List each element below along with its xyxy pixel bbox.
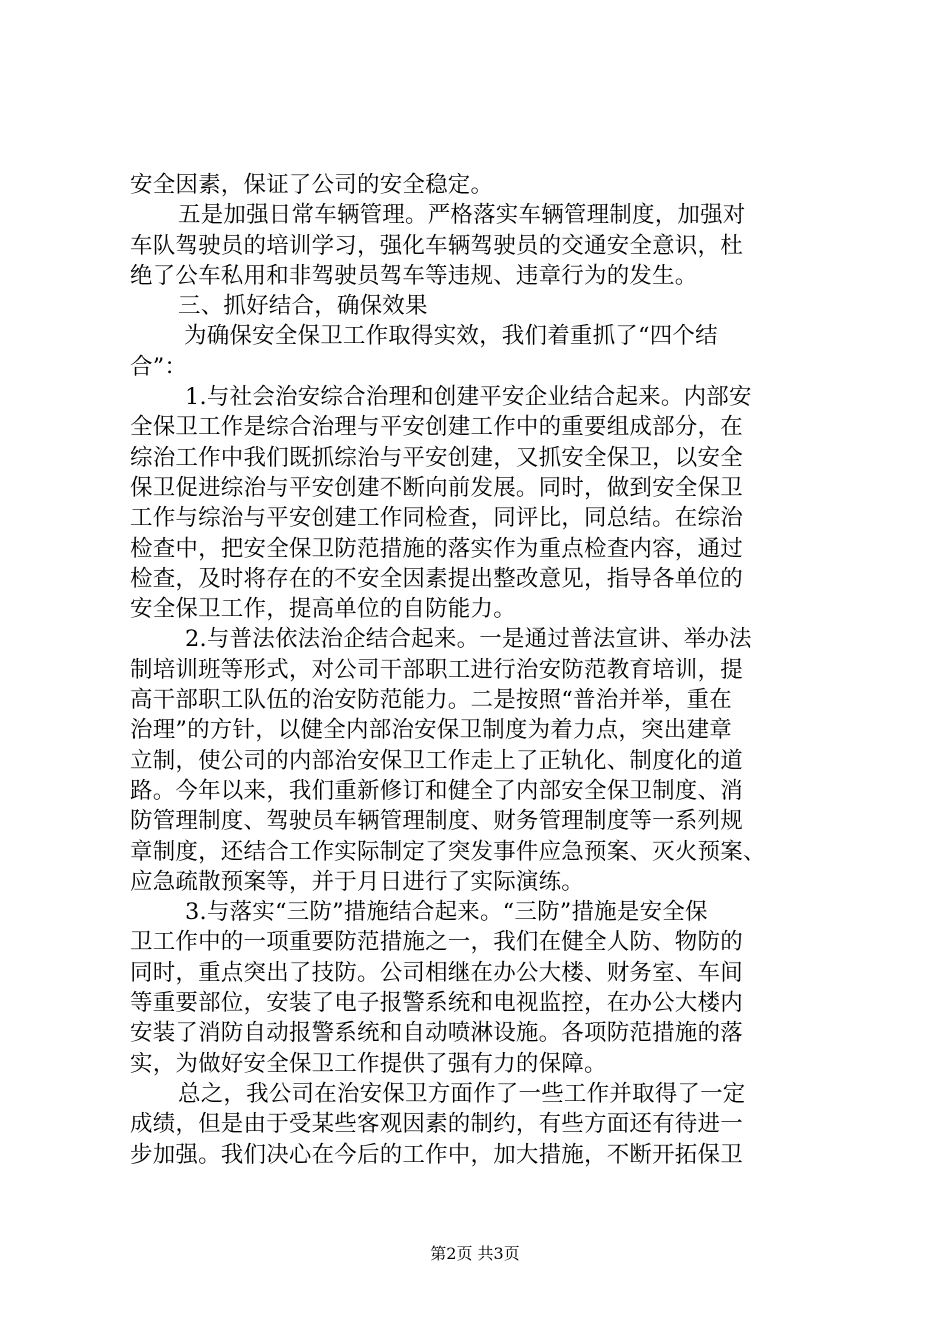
- text-line: 检查中，把安全保卫防范措施的落实作为重点检查内容，通过: [130, 535, 743, 562]
- text-line: 立制，使公司的内部治安保卫工作走上了正轨化、制度化的道: [130, 747, 743, 774]
- page-footer: 第2页 共3页: [430, 1244, 520, 1263]
- text-line: 3.与落实“三防”措施结合起来。“三防”措施是安全保: [185, 899, 708, 926]
- text-line: 2.与普法依法治企结合起来。一是通过普法宣讲、举办法: [185, 626, 752, 653]
- text-line: 安装了消防自动报警系统和自动喷淋设施。各项防范措施的落: [130, 1020, 743, 1047]
- text-line: 为确保安全保卫工作取得实效，我们着重抓了“四个结: [184, 323, 718, 350]
- text-line: 工作与综治与平安创建工作同检查，同评比，同总结。在综治: [130, 505, 743, 532]
- text-line: 1.与社会治安综合治理和创建平安企业结合起来。内部安: [185, 384, 752, 411]
- text-line: 检查，及时将存在的不安全因素提出整改意见，指导各单位的: [130, 565, 743, 592]
- text-line: 等重要部位，安装了电子报警系统和电视监控，在办公大楼内: [130, 990, 743, 1017]
- text-line: 三、抓好结合，确保效果: [178, 293, 428, 320]
- text-line: 保卫促进综治与平安创建不断向前发展。同时，做到安全保卫: [130, 474, 743, 501]
- text-line: 防管理制度、驾驶员车辆管理制度、财务管理制度等一系列规: [130, 808, 743, 835]
- text-line: 安全因素，保证了公司的安全稳定。: [130, 172, 494, 198]
- text-line: 安全保卫工作，提高单位的自防能力。: [130, 596, 516, 623]
- text-line: 制培训班等形式，对公司干部职工进行治安防范教育培训，提: [130, 656, 743, 683]
- text-line: 治理”的方针，以健全内部治安保卫制度为着力点，突出建章: [130, 717, 732, 744]
- text-line: 五是加强日常车辆管理。严格落实车辆管理制度，加强对: [178, 202, 746, 229]
- text-line: 合”：: [130, 353, 188, 380]
- text-line: 全保卫工作是综合治理与平安创建工作中的重要组成部分，在: [130, 414, 743, 441]
- text-line: 高干部职工队伍的治安防范能力。二是按照“普治并举，重在: [130, 687, 732, 714]
- text-line: 绝了公车私用和非驾驶员驾车等违规、违章行为的发生。: [130, 262, 698, 289]
- text-line: 路。今年以来，我们重新修订和健全了内部安全保卫制度、消: [130, 777, 743, 804]
- text-line: 应急疏散预案等，并于月日进行了实际演练。: [130, 868, 585, 895]
- text-line: 总之，我公司在治安保卫方面作了一些工作并取得了一定: [178, 1080, 746, 1107]
- text-line: 卫工作中的一项重要防范措施之一，我们在健全人防、物防的: [130, 929, 743, 956]
- text-line: 车队驾驶员的培训学习，强化车辆驾驶员的交通安全意识，杜: [130, 232, 743, 259]
- text-line: 综治工作中我们既抓综治与平安创建，又抓安全保卫，以安全: [130, 444, 743, 471]
- document-body: [130, 170, 830, 1170]
- text-line: 实，为做好安全保卫工作提供了强有力的保障。: [130, 1050, 607, 1077]
- text-line: 章制度，还结合工作实际制定了突发事件应急预案、灭火预案、: [130, 838, 766, 865]
- text-line: 步加强。我们决心在今后的工作中，加大措施，不断开拓保卫: [130, 1141, 743, 1168]
- text-line: 成绩，但是由于受某些客观因素的制约，有些方面还有待进一: [130, 1111, 743, 1138]
- text-line: 同时，重点突出了技防。公司相继在办公大楼、财务室、车间: [130, 959, 743, 986]
